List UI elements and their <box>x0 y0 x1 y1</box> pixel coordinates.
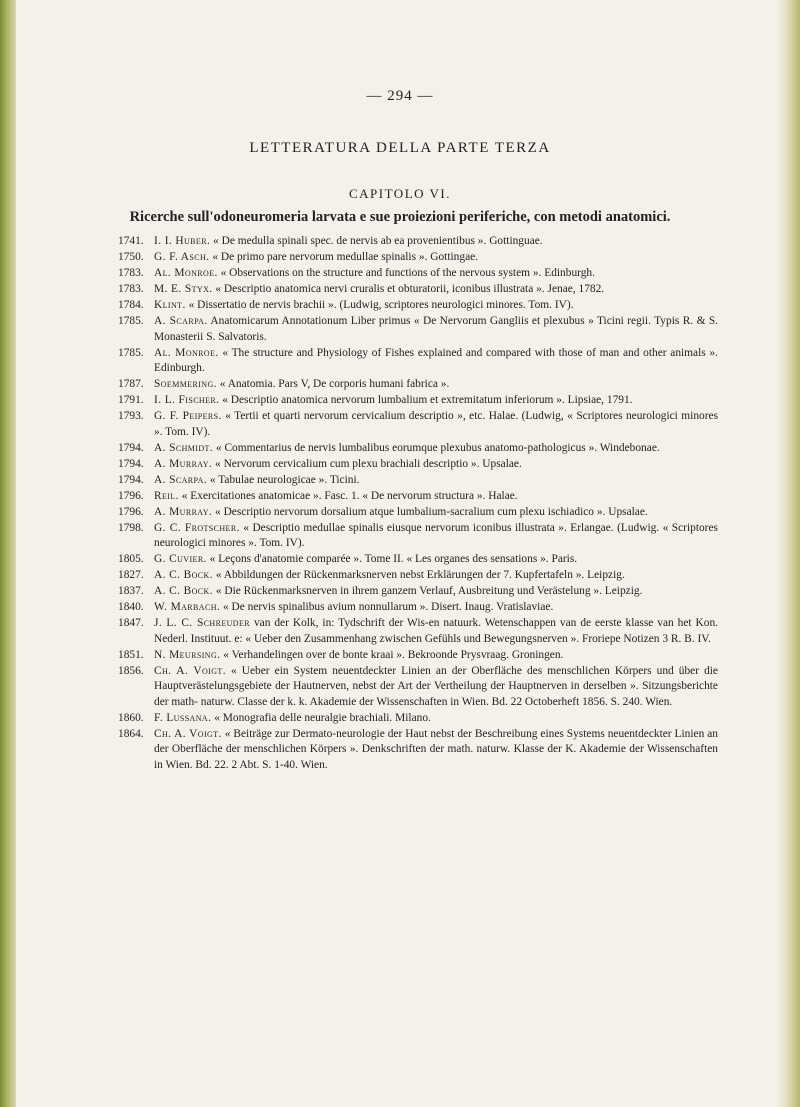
entry-year: 1741. <box>118 235 144 247</box>
entry-author: G. F. Asch. <box>154 251 210 263</box>
entry-author: W. Marbach. <box>154 601 221 613</box>
page-right-edge <box>776 0 800 1107</box>
entry-year: 1784. <box>118 299 144 311</box>
entry-text: « Beiträge zur Dermato-neurologie der Haut nebst der Beschreibung eines Systems neuentdeckter Linien an der Oberfläche der menschlichen Körpers ». Denkschriften der math. naturw. Klasse der K. Akademie der Wissenschaften in Wien. Bd. 22. 2 Abt. S. 1-40. Wien. <box>154 727 718 771</box>
entry-year: 1791. <box>118 394 144 406</box>
entry-author: Klint. <box>154 299 186 311</box>
entry-year: 1785. <box>118 346 144 359</box>
entry-author: A. Murray. <box>154 457 213 470</box>
entry-text: « Descriptio medullae spinalis eiusque nervorum iconibus illustrata ». Erlangae. (Ludwig. « Scriptores neurologici minores ». Tom. IV). <box>154 521 718 549</box>
bibliography-entry <box>118 711 718 727</box>
bibliography-entry <box>118 505 718 521</box>
entry-year: 1796. <box>118 489 144 502</box>
entry-year: 1837. <box>118 585 144 597</box>
entry-author: A. Scarpa. <box>154 473 208 486</box>
bibliography-entry <box>118 584 718 600</box>
bibliography-entry <box>118 457 718 473</box>
entry-year: 1750. <box>118 251 144 263</box>
bibliography-list <box>118 234 718 774</box>
entry-author: A. C. Bock. <box>154 569 213 581</box>
entry-author: Ch. A. Voigt. <box>154 664 226 677</box>
entry-author: J. L. C. Schreuder <box>154 617 251 629</box>
chapter-heading: CAPITOLO VI. <box>348 186 452 201</box>
entry-year: 1794. <box>118 457 144 470</box>
bibliography-entry <box>118 616 718 647</box>
bibliography-entry <box>118 393 718 409</box>
entry-author: M. E. Styx. <box>154 283 213 295</box>
entry-author: Ch. A. Voigt. <box>154 727 222 740</box>
bibliography-entry <box>118 441 718 457</box>
entry-year: 1805. <box>118 553 144 565</box>
entry-author: A. Murray. <box>154 505 213 518</box>
bibliography-entry <box>118 377 718 393</box>
page-number: — 294 — <box>366 88 434 104</box>
entry-text: « Tertii et quarti nervorum cervicalium descriptio », etc. Halae. (Ludwig, « Scriptores neurologici minores ». Tom. IV). <box>154 410 718 438</box>
bibliography-entry <box>118 521 718 552</box>
bibliography-entry <box>118 314 718 345</box>
entry-text: « The structure and Physiology of Fishes explained and compared with those of man and other animals ». Edinburgh. <box>154 346 718 374</box>
entry-author: A. C. Bock. <box>154 585 213 597</box>
entry-text: « Ueber ein System neuentdeckter Linien an der Oberfläche des menschlichen Körpers und über die Hauptverästelungsgebiete der Hautnerven, nebst der Art der Vertheilung der Hauptnerven in derselben ». Sitzungsberichte der math- naturw. Classe der k. k. Akademie der Wissenschaften in Wien. Bd. 22 Octoberheft 1856. S. 240. Wien. <box>154 664 718 708</box>
entry-text: « De nervis spinalibus avium nonnullarum ». Disert. Inaug. Vratislaviae. <box>222 601 554 613</box>
entry-text: « Dissertatio de nervis brachii ». (Ludwig, scriptores neurologici minores. Tom. IV). <box>188 299 574 311</box>
entry-text: « Descriptio nervorum dorsalium atque lumbalium-sacralium cum plexu ischiadico ». Upsalae. <box>215 505 648 518</box>
bibliography-entry <box>118 298 718 314</box>
entry-author: G. Cuvier. <box>154 553 207 565</box>
bibliography-entry <box>118 489 718 505</box>
entry-year: 1840. <box>118 601 144 613</box>
bibliography-entry <box>118 234 718 250</box>
bibliography-entry <box>118 664 718 711</box>
entry-year: 1783. <box>118 267 144 279</box>
entry-author: F. Lussana. <box>154 711 212 724</box>
entry-author: Al. Monroe. <box>154 267 218 279</box>
entry-text: « Leçons d'anatomie comparée ». Tome II. « Les organes des sensations ». Paris. <box>209 553 578 565</box>
section-title: LETTERATURA DELLA PARTE TERZA <box>249 140 551 156</box>
entry-year: 1851. <box>118 648 144 661</box>
entry-text: « Die Rückenmarksnerven in ihrem ganzem Verlauf, Ausbreitung und Verästelung ». Leipzig. <box>215 585 643 597</box>
bibliography-entry <box>118 552 718 568</box>
entry-author: G. C. Frotscher. <box>154 521 240 534</box>
entry-text: « Verhandelingen over de bonte kraai ». Bekroonde Prysvraag. Groningen. <box>223 648 564 661</box>
bibliography-entry <box>118 473 718 489</box>
chapter-subtitle: Ricerche sull'odoneuromeria larvata e sue proiezioni periferiche, con metodi anatomici. <box>129 209 671 225</box>
entry-author: Reil. <box>154 489 179 502</box>
entry-year: 1796. <box>118 505 144 518</box>
entry-author: G. F. Peipers. <box>154 410 222 422</box>
entry-author: I. L. Fischer. <box>154 394 220 406</box>
entry-text: « Monografia delle neuralgie brachiali. Milano. <box>214 711 431 724</box>
entry-author: I. I. Huber. <box>154 235 211 247</box>
bibliography-entry <box>118 266 718 282</box>
entry-text: « Descriptio anatomica nervi cruralis et obturatorii, iconibus illustrata ». Jenae, 1782. <box>215 283 605 295</box>
bibliography-entry <box>118 282 718 298</box>
entry-year: 1783. <box>118 283 144 295</box>
entry-text: « Descriptio anatomica nervorum lumbalium et extremitatum inferiorum ». Lipsiae, 1791. <box>222 394 633 406</box>
entry-author: A. Schmidt. <box>154 441 214 454</box>
entry-text: Anatomicarum Annotationum Liber primus « De Nervorum Gangliis et plexubus » Ticini regii. Typis R. & S. Monasterii S. Salvatoris. <box>154 315 719 343</box>
entry-year: 1847. <box>118 617 144 629</box>
entry-year: 1798. <box>118 521 144 534</box>
entry-text: « Observations on the structure and functions of the nervous system ». Edinburgh. <box>220 267 595 279</box>
page-binding-edge <box>0 0 16 1107</box>
entry-text: van der Kolk, in: Tydschrift der Wis-en natuurk. Wetenschappen van de eerste klasse van het Kon. Nederl. Instituut. e: « Ueber den Zusammenhang zwischen Gefühls und Bewegungsnerven ». Froriepe Notizen 3 R. B. IV. <box>154 617 718 645</box>
entry-author: Al. Monroe. <box>154 346 219 359</box>
entry-text: « Commentarius de nervis lumbalibus eorumque plexubus anatomo-pathologicus ». Windebonae. <box>215 441 660 454</box>
entry-author: N. Meursing. <box>154 648 221 661</box>
bibliography-entry <box>118 409 718 440</box>
entry-text: « Nervorum cervicalium cum plexu brachiali descriptio ». Upsalae. <box>215 457 522 470</box>
entry-text: « De primo pare nervorum medullae spinalis ». Gottingae. <box>212 251 479 263</box>
entry-author: A. Scarpa. <box>154 315 208 327</box>
entry-year: 1785. <box>118 315 144 327</box>
entry-year: 1860. <box>118 711 144 724</box>
entry-text: « Tabulae neurologicae ». Ticini. <box>209 473 360 486</box>
entry-text: « Abbildungen der Rückenmarksnerven nebst Erklärungen der 7. Kupfertafeln ». Leipzig. <box>215 569 625 581</box>
entry-text: « Anatomia. Pars V, De corporis humani fabrica ». <box>219 378 450 390</box>
entry-text: « De medulla spinali spec. de nervis ab ea provenientibus ». Gottinguae. <box>213 235 543 247</box>
bibliography-entry <box>118 648 718 664</box>
entry-year: 1864. <box>118 727 144 740</box>
bibliography-entry <box>118 250 718 266</box>
entry-year: 1827. <box>118 569 144 581</box>
entry-text: « Exercitationes anatomicae ». Fasc. 1. « De nervorum structura ». Halae. <box>181 489 518 502</box>
entry-year: 1787. <box>118 378 144 390</box>
bibliography-entry <box>118 727 718 774</box>
entry-year: 1794. <box>118 441 144 454</box>
bibliography-entry <box>118 568 718 584</box>
entry-year: 1793. <box>118 410 144 422</box>
bibliography-entry <box>118 600 718 616</box>
entry-year: 1856. <box>118 664 144 677</box>
entry-author: Soemmering. <box>154 378 217 390</box>
bibliography-entry <box>118 346 718 377</box>
entry-year: 1794. <box>118 473 144 486</box>
